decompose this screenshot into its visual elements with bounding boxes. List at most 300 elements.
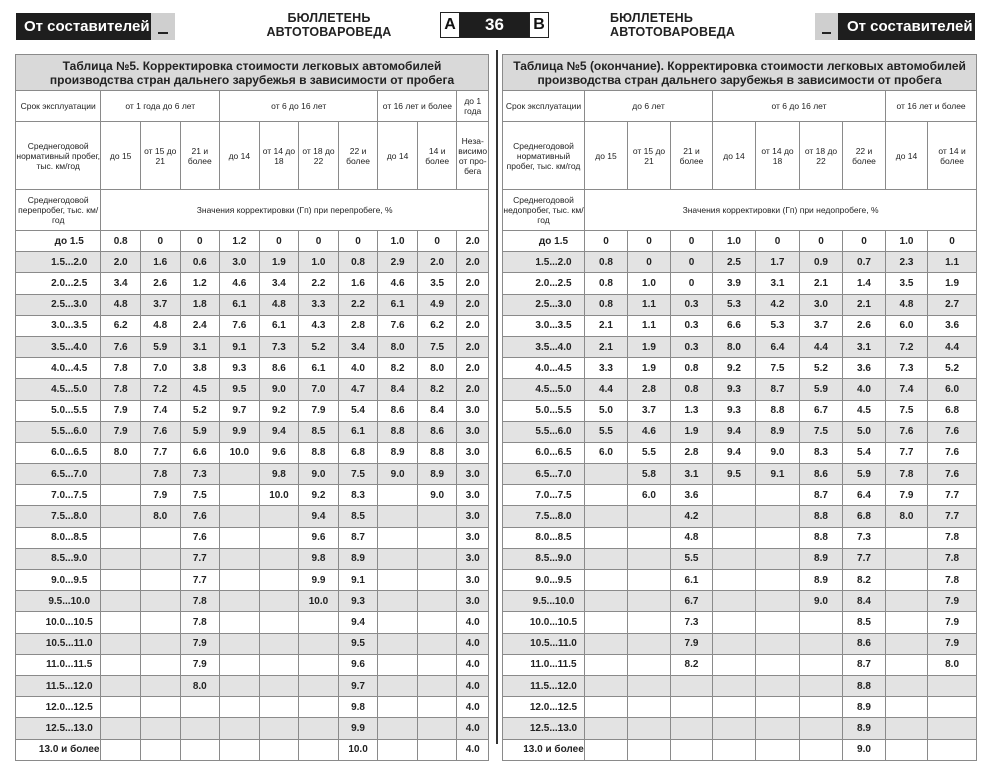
table-cell [713, 506, 756, 527]
table-cell [628, 612, 671, 633]
table-cell: 8.9 [756, 421, 800, 442]
table-cell: 7.9 [180, 654, 220, 675]
right-header-group-1: до 6 лет [585, 91, 713, 122]
table-cell [713, 548, 756, 569]
row-label: 12.0...12.5 [16, 697, 101, 718]
table-cell [140, 675, 180, 696]
row-label: 4.5...5.0 [503, 379, 585, 400]
table-cell: 7.8 [886, 464, 928, 485]
table-cell [101, 591, 141, 612]
table-cell: 2.9 [378, 252, 418, 273]
bulletin-title-right [610, 11, 735, 39]
row-label: 6.0...6.5 [503, 442, 585, 463]
row-label: 9.5...10.0 [503, 591, 585, 612]
table-cell [585, 506, 628, 527]
page-side-b: B [529, 12, 549, 38]
table-cell [886, 591, 928, 612]
table-cell: 8.0 [378, 336, 418, 357]
row-label: 3.0...3.5 [503, 315, 585, 336]
table-cell: 9.0 [843, 739, 886, 760]
table-row [16, 273, 489, 294]
table-cell: 4.2 [671, 506, 713, 527]
table-row [16, 718, 489, 739]
table-cell: 4.6 [378, 273, 418, 294]
table-cell [671, 718, 713, 739]
table-cell [628, 570, 671, 591]
table-cell: 6.1 [378, 294, 418, 315]
table-cell: 5.4 [843, 442, 886, 463]
table-cell: 7.5 [180, 485, 220, 506]
table-cell [101, 675, 141, 696]
table-row [503, 442, 977, 463]
table-cell [259, 654, 299, 675]
table-cell: 6.0 [886, 315, 928, 336]
table-cell: 4.7 [338, 379, 378, 400]
table-cell: 7.3 [886, 358, 928, 379]
table-cell [585, 739, 628, 760]
table-cell [756, 591, 800, 612]
table-cell: 0.8 [671, 379, 713, 400]
table-cell: 0 [417, 231, 457, 252]
row-label: 11.5...12.0 [16, 675, 101, 696]
table-cell [928, 739, 977, 760]
table-cell [756, 485, 800, 506]
table-cell: 10.0 [299, 591, 339, 612]
table-cell: 6.1 [338, 421, 378, 442]
table-cell: 7.6 [928, 442, 977, 463]
table-cell: 8.9 [800, 570, 843, 591]
table-cell [259, 718, 299, 739]
table-cell [378, 485, 418, 506]
table-cell: 7.5 [338, 464, 378, 485]
table-cell [800, 718, 843, 739]
table-cell: 7.3 [843, 527, 886, 548]
table-cell [585, 633, 628, 654]
table-cell [713, 527, 756, 548]
bulletin-title-right-line1: БЮЛЛЕТЕНЬ [610, 11, 694, 25]
table-cell [259, 697, 299, 718]
table-cell: 7.8 [180, 612, 220, 633]
table-cell [220, 570, 260, 591]
right-table-title-line2: производства стран дальнего зарубежья в зависимости от пробега [537, 72, 942, 87]
left-col-header: 22 и более [338, 122, 378, 190]
table-row [503, 739, 977, 760]
table-cell [140, 527, 180, 548]
table-cell: 7.5 [756, 358, 800, 379]
right-col-header: до 14 [713, 122, 756, 190]
table-cell [628, 506, 671, 527]
table-cell: 9.9 [338, 718, 378, 739]
table-cell [886, 633, 928, 654]
table-cell: 9.1 [220, 336, 260, 357]
table-cell: 3.0 [457, 570, 489, 591]
table-cell: 4.8 [886, 294, 928, 315]
table-cell: 5.4 [338, 400, 378, 421]
table-cell: 0.3 [671, 294, 713, 315]
row-label: 9.5...10.0 [16, 591, 101, 612]
table-cell: 7.6 [101, 336, 141, 357]
row-label: 11.0...11.5 [16, 654, 101, 675]
table-cell: 0.3 [671, 336, 713, 357]
table-cell: 9.2 [259, 400, 299, 421]
table-cell: 7.6 [180, 506, 220, 527]
table-cell: 4.0 [457, 612, 489, 633]
table-cell: 8.9 [800, 548, 843, 569]
table-cell: 8.3 [338, 485, 378, 506]
right-header-term: Срок эксплуатации [503, 91, 585, 122]
table-cell: 0.3 [671, 315, 713, 336]
table-cell: 7.7 [180, 548, 220, 569]
table-cell: 8.8 [417, 442, 457, 463]
table-cell: 10.0 [220, 442, 260, 463]
right-header-group-3: от 16 лет и более [886, 91, 977, 122]
table-cell [585, 654, 628, 675]
page-side-a: A [440, 12, 460, 38]
table-cell: 3.4 [338, 336, 378, 357]
table-cell [800, 654, 843, 675]
table-cell: 7.9 [671, 633, 713, 654]
left-header-group-1: от 1 года до 6 лет [101, 91, 220, 122]
table-cell: 4.4 [800, 336, 843, 357]
table-row [503, 294, 977, 315]
table-cell [378, 718, 418, 739]
table-cell: 1.3 [671, 400, 713, 421]
table-cell [259, 506, 299, 527]
table-cell [378, 633, 418, 654]
table-cell: 0 [756, 231, 800, 252]
row-label: 6.5...7.0 [16, 464, 101, 485]
right-col-header: от 15 до 21 [628, 122, 671, 190]
table-cell: 9.3 [338, 591, 378, 612]
table-cell: 7.3 [180, 464, 220, 485]
table-cell: 1.6 [338, 273, 378, 294]
table-cell [417, 718, 457, 739]
table-row [503, 464, 977, 485]
table-cell: 4.0 [457, 633, 489, 654]
table-cell: 9.0 [800, 591, 843, 612]
row-label: 1.5...2.0 [16, 252, 101, 273]
table-cell: 3.0 [800, 294, 843, 315]
table-cell: 5.0 [843, 421, 886, 442]
table-cell: 8.0 [140, 506, 180, 527]
table-cell: 3.9 [713, 273, 756, 294]
table-cell: 4.4 [928, 336, 977, 357]
table-cell [671, 739, 713, 760]
table-cell: 0.9 [800, 252, 843, 273]
table-cell: 0.8 [585, 273, 628, 294]
table-cell: 9.8 [259, 464, 299, 485]
table-cell: 0 [140, 231, 180, 252]
table-cell: 8.8 [378, 421, 418, 442]
row-label: 8.0...8.5 [16, 527, 101, 548]
table-cell: 8.4 [843, 591, 886, 612]
table-cell: 2.0 [457, 358, 489, 379]
table-cell: 7.8 [180, 591, 220, 612]
table-cell [140, 591, 180, 612]
table-cell: 3.0 [457, 400, 489, 421]
table-cell: 7.5 [417, 336, 457, 357]
right-col-header: до 14 [886, 122, 928, 190]
table-cell: 8.7 [338, 527, 378, 548]
row-label: 13.0 и более [16, 739, 101, 760]
table-cell: 7.5 [886, 400, 928, 421]
row-label: до 1.5 [16, 231, 101, 252]
table-row [503, 591, 977, 612]
table-cell: 1.6 [140, 252, 180, 273]
table-cell: 4.8 [259, 294, 299, 315]
row-label: 9.0...9.5 [16, 570, 101, 591]
table-cell: 9.7 [220, 400, 260, 421]
table-row [16, 252, 489, 273]
table-cell: 9.5 [713, 464, 756, 485]
table-cell: 9.6 [299, 527, 339, 548]
table-cell: 0.8 [101, 231, 141, 252]
table-row [503, 336, 977, 357]
table-cell: 1.7 [756, 252, 800, 273]
row-label: 2.5...3.0 [16, 294, 101, 315]
row-label: 2.0...2.5 [503, 273, 585, 294]
table-cell: 4.9 [417, 294, 457, 315]
left-col-header: до 14 [378, 122, 418, 190]
table-cell: 8.2 [417, 379, 457, 400]
table-cell: 6.2 [417, 315, 457, 336]
right-header-group-2: от 6 до 16 лет [713, 91, 886, 122]
table-row [503, 315, 977, 336]
table-cell [220, 548, 260, 569]
table-cell: 7.6 [928, 464, 977, 485]
table-cell: 9.2 [713, 358, 756, 379]
table-cell: 9.7 [338, 675, 378, 696]
row-label: 7.5...8.0 [16, 506, 101, 527]
table-cell [417, 633, 457, 654]
table-cell: 0.8 [585, 294, 628, 315]
table-cell: 4.5 [180, 379, 220, 400]
table-row [16, 591, 489, 612]
table-cell: 0 [299, 231, 339, 252]
table-cell [220, 718, 260, 739]
table-cell: 7.8 [101, 358, 141, 379]
table-cell [220, 506, 260, 527]
row-label: 8.0...8.5 [503, 527, 585, 548]
table-cell: 9.4 [338, 612, 378, 633]
table-cell [800, 697, 843, 718]
table-cell [378, 548, 418, 569]
table-cell: 4.8 [140, 315, 180, 336]
row-label: 4.0...4.5 [503, 358, 585, 379]
table-cell: 6.8 [843, 506, 886, 527]
table-cell: 7.5 [800, 421, 843, 442]
table-cell [713, 570, 756, 591]
table-cell: 6.0 [928, 379, 977, 400]
table-cell: 1.0 [299, 252, 339, 273]
table-cell [259, 739, 299, 760]
table-cell [220, 527, 260, 548]
table-cell: 9.0 [756, 442, 800, 463]
section-tag-left: От составителей [16, 13, 151, 40]
row-label: 13.0 и более [503, 739, 585, 760]
table-cell: 5.2 [928, 358, 977, 379]
table-cell: 6.1 [220, 294, 260, 315]
table-cell: 7.9 [928, 612, 977, 633]
table-cell [259, 633, 299, 654]
row-label: 10.0...10.5 [16, 612, 101, 633]
table-cell [628, 718, 671, 739]
table-cell: 9.5 [338, 633, 378, 654]
bulletin-title-left-line2: АВТОТОВАРОВЕДА [266, 25, 392, 39]
left-col-header: до 14 [220, 122, 260, 190]
table-cell [756, 570, 800, 591]
table-cell [756, 654, 800, 675]
table-cell: 4.2 [756, 294, 800, 315]
left-header-group-4: до 1 года [457, 91, 489, 122]
table-cell [886, 527, 928, 548]
table-cell: 8.4 [378, 379, 418, 400]
table-cell: 7.2 [140, 379, 180, 400]
table-cell: 9.0 [417, 485, 457, 506]
table-cell [378, 697, 418, 718]
table-cell: 8.6 [417, 421, 457, 442]
section-tag-right: От составителей [838, 13, 975, 40]
table-row [16, 739, 489, 760]
table-cell [928, 675, 977, 696]
table-cell [800, 612, 843, 633]
right-col-header: 22 и более [843, 122, 886, 190]
table-row [503, 273, 977, 294]
table-cell: 8.8 [756, 400, 800, 421]
table-cell: 6.6 [180, 442, 220, 463]
table-cell: 7.9 [101, 421, 141, 442]
table-cell [756, 633, 800, 654]
table-cell: 7.7 [180, 570, 220, 591]
row-label: 5.5...6.0 [503, 421, 585, 442]
row-label: 2.5...3.0 [503, 294, 585, 315]
table-cell [101, 718, 141, 739]
table-cell: 6.8 [928, 400, 977, 421]
table-cell [628, 591, 671, 612]
table-cell: 7.0 [299, 379, 339, 400]
left-table-title-line1: Таблица №5. Корректировка стоимости легковых автомобилей [62, 58, 442, 73]
table-cell [101, 506, 141, 527]
row-label: до 1.5 [503, 231, 585, 252]
table-cell [756, 612, 800, 633]
table-cell: 3.0 [457, 421, 489, 442]
table-row [16, 231, 489, 252]
table-cell: 9.9 [299, 570, 339, 591]
table-cell: 6.6 [713, 315, 756, 336]
table-cell [671, 697, 713, 718]
table-cell [140, 718, 180, 739]
right-header-norm: Среднегодовой нормативный пробег, тыс. км/год [503, 122, 585, 190]
table-cell: 7.8 [101, 379, 141, 400]
table-cell: 5.2 [180, 400, 220, 421]
table-cell [756, 675, 800, 696]
right-col-header: до 15 [585, 122, 628, 190]
table-cell [299, 654, 339, 675]
table-cell [886, 697, 928, 718]
table-row [16, 442, 489, 463]
table-cell: 8.2 [671, 654, 713, 675]
table-cell: 1.9 [628, 358, 671, 379]
table-cell [101, 485, 141, 506]
row-label: 4.0...4.5 [16, 358, 101, 379]
page-number: 36 [460, 13, 529, 37]
table-cell [713, 739, 756, 760]
left-col-header: от 14 до 18 [259, 122, 299, 190]
table-cell: 2.8 [671, 442, 713, 463]
table-cell [140, 739, 180, 760]
table-cell [101, 697, 141, 718]
table-cell: 8.6 [259, 358, 299, 379]
table-cell [220, 485, 260, 506]
table-cell: 8.8 [843, 675, 886, 696]
table-cell [886, 675, 928, 696]
right-col-header: от 14 до 18 [756, 122, 800, 190]
row-label: 11.5...12.0 [503, 675, 585, 696]
table-cell: 8.0 [417, 358, 457, 379]
table-cell [299, 612, 339, 633]
table-cell [628, 548, 671, 569]
table-cell: 2.0 [457, 315, 489, 336]
table-cell: 8.0 [928, 654, 977, 675]
table-cell: 9.2 [299, 485, 339, 506]
table-cell: 8.6 [843, 633, 886, 654]
table-row [503, 358, 977, 379]
table-cell: 2.8 [628, 379, 671, 400]
table-cell: 7.6 [140, 421, 180, 442]
table-cell: 8.3 [800, 442, 843, 463]
table-cell [756, 527, 800, 548]
table-cell: 7.6 [180, 527, 220, 548]
table-cell: 7.6 [886, 421, 928, 442]
table-row [16, 654, 489, 675]
left-col-header: от 18 до 22 [299, 122, 339, 190]
table-cell [585, 675, 628, 696]
right-col-header: от 14 и более [928, 122, 977, 190]
table-cell [259, 527, 299, 548]
row-label: 12.0...12.5 [503, 697, 585, 718]
table-cell [378, 739, 418, 760]
table-cell [299, 697, 339, 718]
table-cell: 8.0 [886, 506, 928, 527]
table-cell [628, 654, 671, 675]
table-cell: 1.8 [180, 294, 220, 315]
table-cell [585, 718, 628, 739]
table-cell: 0 [800, 231, 843, 252]
table-cell: 7.8 [928, 570, 977, 591]
table-cell [928, 697, 977, 718]
table-cell [628, 739, 671, 760]
table-cell [417, 675, 457, 696]
table-row [16, 633, 489, 654]
table-cell: 8.6 [800, 464, 843, 485]
table-cell [378, 570, 418, 591]
table-cell [886, 739, 928, 760]
table-cell: 9.4 [713, 442, 756, 463]
table-cell: 9.1 [338, 570, 378, 591]
table-cell: 9.5 [220, 379, 260, 400]
table-cell: 2.0 [101, 252, 141, 273]
table-cell [220, 591, 260, 612]
table-cell [585, 464, 628, 485]
table-cell: 7.6 [378, 315, 418, 336]
page-divider [496, 50, 498, 744]
table-cell [220, 697, 260, 718]
table-cell: 9.8 [299, 548, 339, 569]
table-cell [220, 675, 260, 696]
table-cell: 2.0 [457, 379, 489, 400]
table-cell: 5.5 [585, 421, 628, 442]
table-cell: 3.6 [671, 485, 713, 506]
